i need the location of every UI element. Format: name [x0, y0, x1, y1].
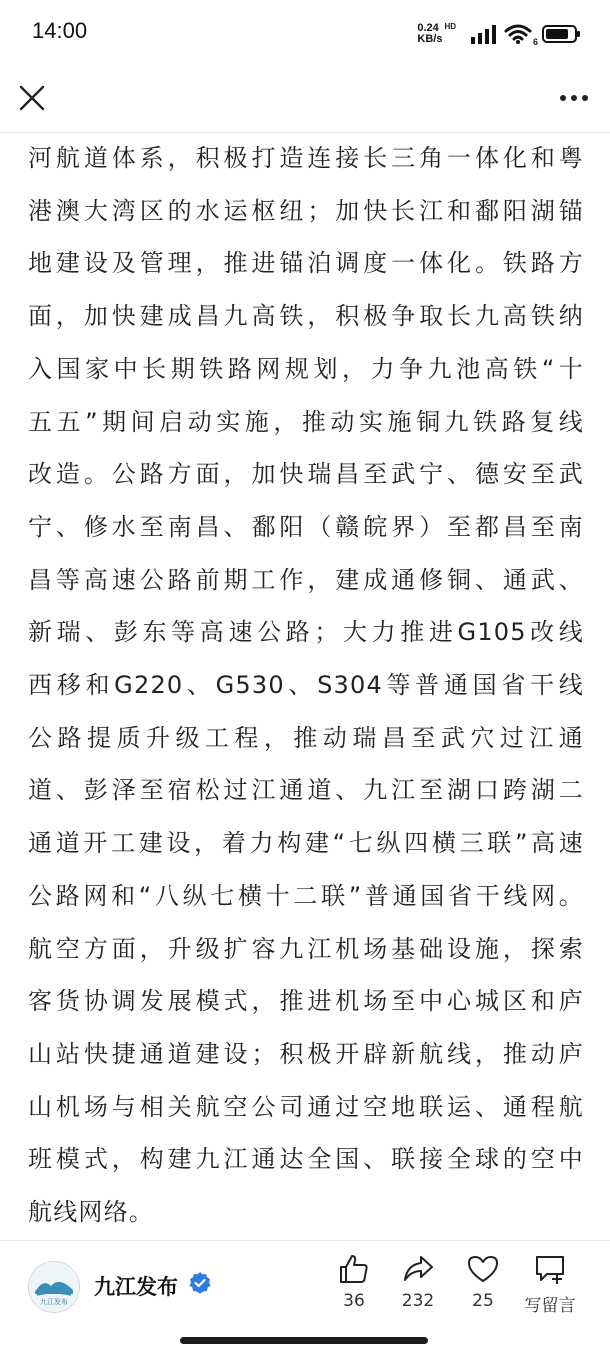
article-line: 昌等高速公路前期工作，建成通修铜、通武、: [28, 565, 584, 594]
network-speed: [417, 23, 442, 45]
thumbs-up-icon: [338, 1253, 370, 1285]
hd-badge: HD: [444, 21, 456, 31]
article-line: 通道开工建设，着力构建“七纵四横三联”高速: [28, 829, 584, 858]
comment-icon: [533, 1253, 567, 1285]
account-name[interactable]: 九江发布: [94, 1275, 178, 1299]
network-speed-unit: KB/s: [417, 33, 443, 45]
close-icon: [14, 80, 50, 116]
article-line: 新瑞、彭东等高速公路；大力推进G105改线: [28, 618, 584, 647]
article-line: 入国家中长期铁路网规划，力争九池高铁“十: [28, 354, 584, 383]
article-line: 公路提质升级工程，推动瑞昌至武穴过江通: [28, 723, 584, 752]
write-comment-label: 写留言: [524, 1296, 576, 1316]
verified-badge-icon: [188, 1271, 212, 1295]
signal-icon: [470, 24, 496, 44]
article-line: 公路网和“八纵七横十二联”普通国省干线网。: [28, 881, 584, 910]
more-icon: [556, 80, 592, 116]
article-line: 宁、修水至南昌、鄱阳（赣皖界）至都昌至南: [28, 512, 584, 541]
bottom-bar: [0, 1240, 610, 1331]
article-line: 班模式，构建九江通达全国、联接全球的空中: [28, 1145, 584, 1174]
write-comment-button[interactable]: [516, 1253, 584, 1323]
article-line: 西移和G220、G530、S304等普通国省干线: [28, 671, 584, 700]
status-indicators: [417, 20, 582, 48]
like-count: 36: [343, 1291, 365, 1311]
like-button[interactable]: [324, 1253, 384, 1323]
article-body: [28, 132, 584, 1239]
share-icon: [401, 1253, 435, 1285]
avatar-text: 九江发布: [40, 1298, 68, 1306]
article-line: 道、彭泽至宿松过江通道、九江至湖口跨湖二: [28, 776, 584, 805]
close-button[interactable]: [14, 80, 50, 116]
heart-icon: [466, 1253, 500, 1285]
article-line: 面，加快建成昌九高铁，积极争取长九高铁纳: [28, 302, 584, 331]
article-line: 五五”期间启动实施，推动实施铜九铁路复线: [28, 407, 584, 436]
article-line: 河航道体系，积极打造连接长三角一体化和粤: [28, 144, 584, 172]
article-line: 山站快捷通道建设；积极开辟新航线，推动庐: [28, 1039, 584, 1068]
status-bar: [0, 0, 610, 66]
article-line: 港澳大湾区的水运枢纽；加快长江和鄱阳湖锚: [28, 196, 584, 225]
wifi-icon: [504, 23, 532, 45]
wifi-indicator: [504, 23, 538, 47]
status-time: 14:00: [32, 18, 88, 43]
home-indicator[interactable]: [180, 1337, 428, 1344]
article-line: 航空方面，升级扩容九江机场基础设施，探索: [28, 934, 584, 963]
more-button[interactable]: [556, 80, 592, 116]
favorite-button[interactable]: [453, 1253, 513, 1323]
article-line: 航线网络。: [28, 1198, 154, 1227]
favorite-count: 25: [472, 1291, 494, 1311]
article-line: 客货协调发展模式，推进机场至中心城区和庐: [28, 987, 584, 1016]
account-avatar[interactable]: [28, 1261, 80, 1313]
account-logo-icon: [29, 1262, 79, 1312]
nav-bar: [0, 66, 610, 133]
share-count: 232: [401, 1291, 435, 1311]
article-line: 地建设及管理，推进锚泊调度一体化。铁路方: [28, 249, 584, 278]
wifi-generation: 6: [532, 37, 538, 47]
article-line: 改造。公路方面，加快瑞昌至武宁、德安至武: [28, 460, 584, 489]
network-speed-value: 0.24: [417, 22, 439, 34]
article-line: 山机场与相关航空公司通过空地联运、通程航: [28, 1092, 584, 1121]
share-button[interactable]: [388, 1253, 448, 1323]
battery-icon: [542, 24, 582, 44]
